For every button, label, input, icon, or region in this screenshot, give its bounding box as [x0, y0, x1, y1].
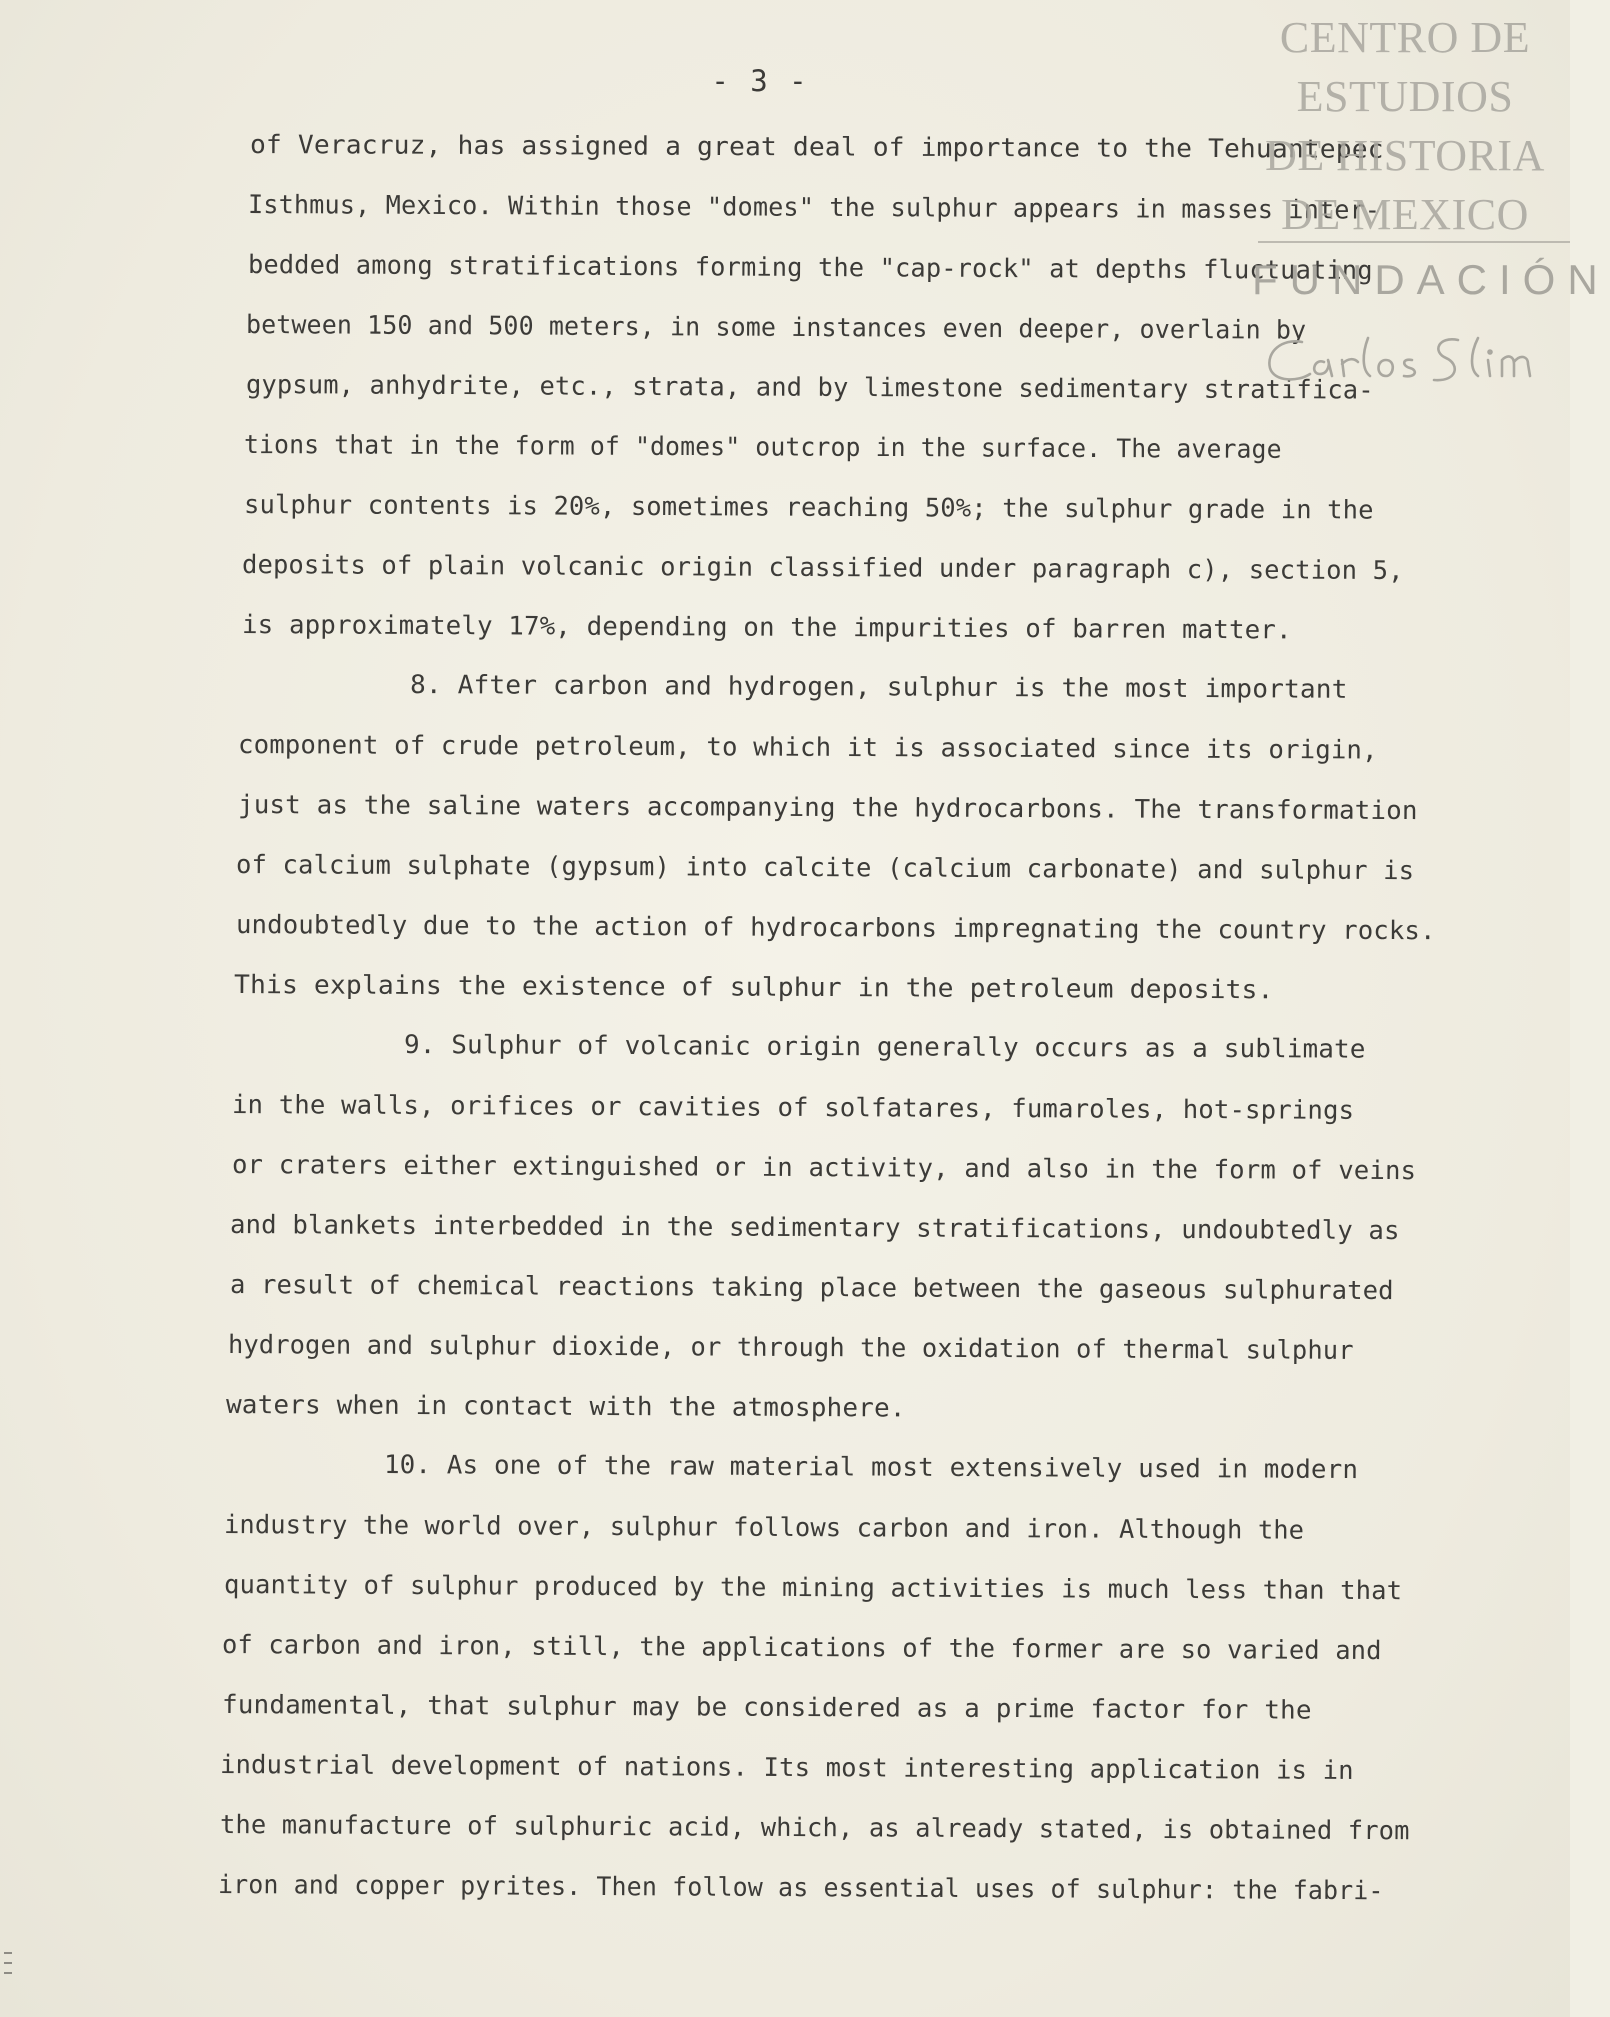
- text-line: of carbon and iron, still, the applications of the former are so varied and: [221, 1630, 1382, 1667]
- text-line: of Veracruz, has assigned a great deal of importance to the Tehuantepec: [249, 130, 1384, 165]
- text-line: is approximately 17%, depending on the impurities of barren matter.: [241, 610, 1292, 646]
- text-line: Isthmus, Mexico. Within those "domes" the sulphur appears in masses inter-: [247, 190, 1381, 226]
- text-line: in the walls, orifices or cavities of solfatares, fumaroles, hot-springs: [231, 1090, 1355, 1126]
- text-line: 9. Sulphur of volcanic origin generally occurs as a sublimate: [403, 1030, 1366, 1065]
- watermark-line-1: CENTRO DE: [1279, 13, 1531, 62]
- text-line: component of crude petroleum, to which it is associated since its origin,: [237, 730, 1378, 766]
- text-line: waters when in contact with the atmosphere.: [225, 1390, 906, 1424]
- text-line: sulphur contents is 20%, sometimes reaching 50%; the sulphur grade in the: [243, 490, 1374, 526]
- page-number: - 3 -: [711, 64, 809, 98]
- edge-mark: [4, 1972, 12, 1974]
- text-line: bedded among stratifications forming the "cap-rock" at depths fluctuating: [247, 250, 1373, 286]
- watermark-divider: [1258, 241, 1570, 243]
- watermark-line-2: ESTUDIOS: [1296, 72, 1514, 121]
- text-line: the manufacture of sulphuric acid, which, as already stated, is obtained from: [219, 1810, 1410, 1847]
- watermark-line-4: DE MEXICO: [1281, 190, 1529, 239]
- signature-logo: [1262, 330, 1562, 390]
- text-line: undoubtedly due to the action of hydrocarbons impregnating the country rocks.: [235, 910, 1436, 947]
- text-line: deposits of plain volcanic origin classified under paragraph c), section 5,: [241, 550, 1404, 587]
- text-line: just as the saline waters accompanying the hydrocarbons. The transformation: [237, 790, 1418, 827]
- text-line: 10. As one of the raw material most extensively used in modern: [383, 1450, 1359, 1486]
- text-line: This explains the existence of sulphur in the petroleum deposits.: [233, 970, 1274, 1006]
- text-line: industrial development of nations. Its most interesting application is in: [219, 1750, 1354, 1786]
- archive-watermark: [1250, 8, 1560, 244]
- text-line: hydrogen and sulphur dioxide, or through the oxidation of thermal sulphur: [227, 1330, 1354, 1366]
- text-line: gypsum, anhydrite, etc., strata, and by limestone sedimentary stratifica-: [245, 370, 1374, 406]
- edge-mark: [4, 1952, 12, 1954]
- text-line: and blankets interbedded in the sedimentary stratifications, undoubtedly as: [229, 1210, 1400, 1247]
- text-line: fundamental, that sulphur may be considered as a prime factor for the: [221, 1690, 1312, 1726]
- text-line: tions that in the form of "domes" outcrop in the surface. The average: [243, 430, 1282, 465]
- text-line: 8. After carbon and hydrogen, sulphur is the most important: [409, 670, 1348, 705]
- watermark-foundation: FUNDACIÓN: [1252, 256, 1610, 303]
- edge-mark: [4, 1962, 12, 1964]
- text-line: between 150 and 500 meters, in some instances even deeper, overlain by: [245, 310, 1307, 346]
- watermark-line-3: DE HISTORIA: [1265, 131, 1545, 180]
- text-line: or craters either extinguished or in activity, and also in the form of veins: [231, 1150, 1417, 1187]
- text-line: quantity of sulphur produced by the mining activities is much less than that: [223, 1570, 1403, 1607]
- text-line: of calcium sulphate (gypsum) into calcite (calcium carbonate) and sulphur is: [235, 850, 1415, 887]
- text-line: a result of chemical reactions taking place between the gaseous sulphurated: [229, 1270, 1394, 1307]
- text-line: iron and copper pyrites. Then follow as essential uses of sulphur: the fabri-: [217, 1870, 1384, 1907]
- text-line: industry the world over, sulphur follows carbon and iron. Although the: [223, 1510, 1305, 1546]
